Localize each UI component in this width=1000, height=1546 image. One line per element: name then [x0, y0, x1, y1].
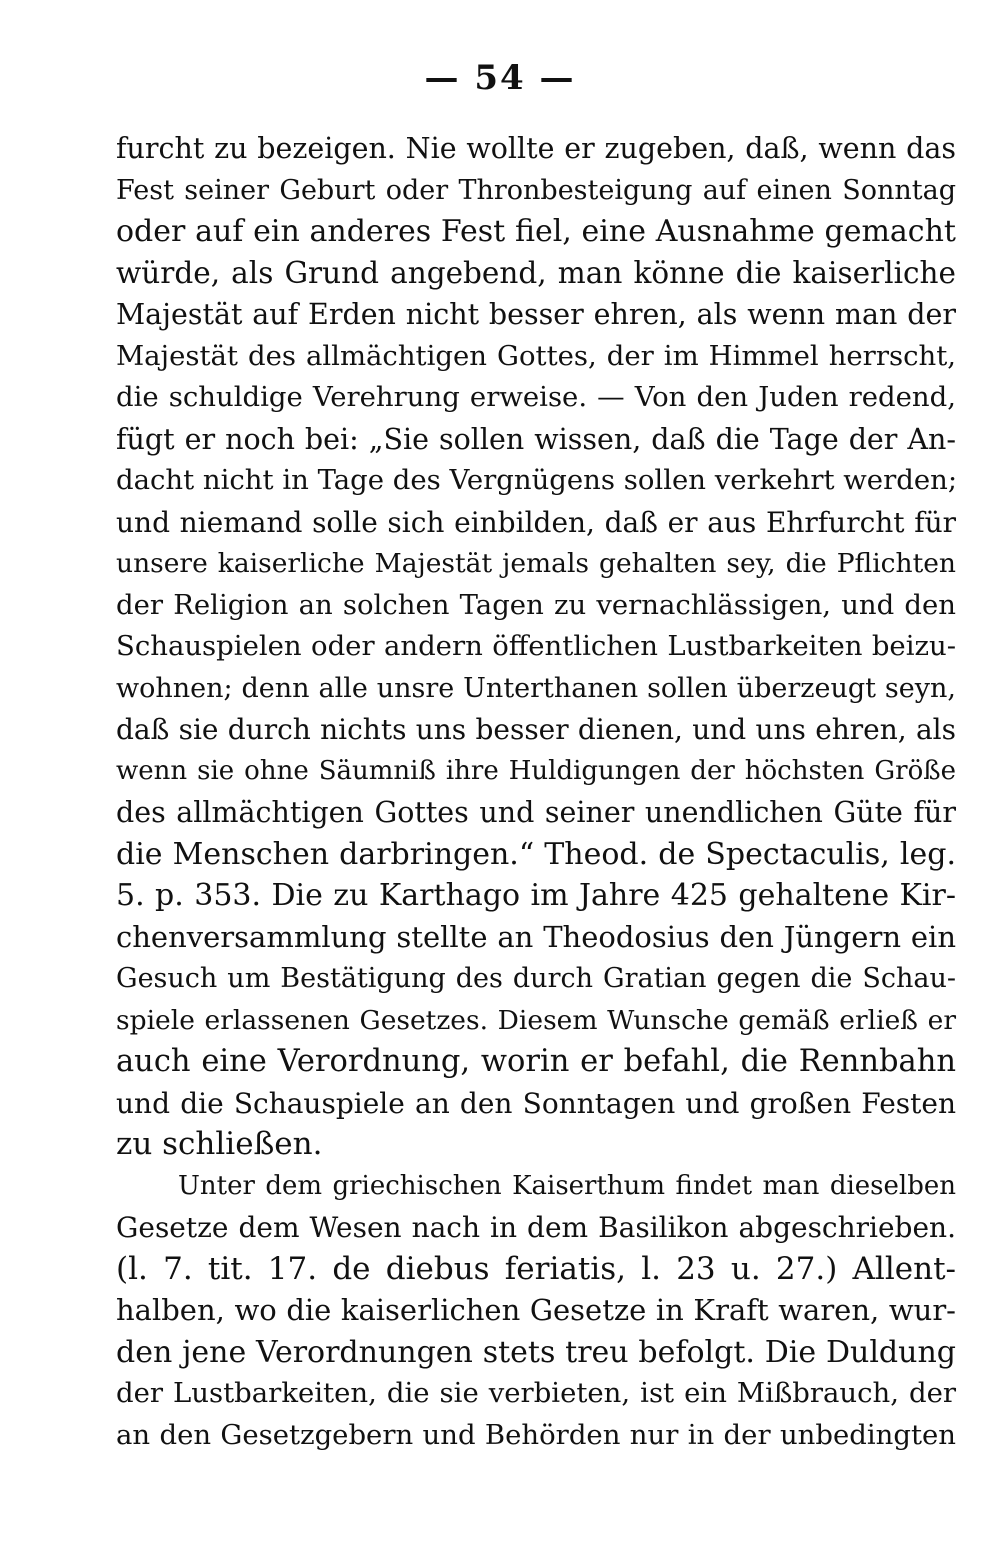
text-line: Schauspielen oder andern öffentlichen Lustbarkeiten beizu-	[116, 630, 956, 662]
text-line: die Menschen darbringen.“ Theod. de Spectaculis, leg.	[116, 836, 956, 872]
text-line: Unter dem griechischen Kaiserthum findet man dieselben	[178, 1170, 956, 1201]
text-line: dacht nicht in Tage des Vergnügens sollen verkehrt werden;	[116, 464, 958, 496]
page-number: — 54 —	[424, 58, 576, 98]
text-line: und die Schauspiele an den Sonntagen und großen Festen	[116, 1086, 956, 1120]
text-line: an den Gesetzgebern und Behörden nur in der unbedingten	[116, 1418, 956, 1451]
text-line: Gesuch um Bestätigung des durch Gratian gegen die Schau-	[116, 963, 956, 994]
text-line: der Religion an solchen Tagen zu vernachlässigen, und den	[116, 588, 956, 621]
text-line: der Lustbarkeiten, die sie verbieten, ist ein Mißbrauch, der	[116, 1377, 956, 1409]
text-line: spiele erlassenen Gesetzes. Diesem Wunsche gemäß erließ er	[116, 1004, 956, 1036]
text-line: Majestät des allmächtigen Gottes, der im Himmel herrscht,	[116, 339, 956, 372]
text-line: wohnen; denn alle unsre Unterthanen sollen überzeugt seyn,	[116, 672, 956, 704]
text-line: den jene Verordnungen stets treu befolgt. Die Duldung	[116, 1334, 956, 1370]
text-line: würde, als Grund angebend, man könne die kaiserliche	[116, 255, 956, 290]
text-line: Gesetze dem Wesen nach in dem Basilikon abgeschrieben.	[116, 1211, 956, 1244]
text-line: oder auf ein anderes Fest fiel, eine Ausnahme gemacht	[116, 214, 956, 249]
text-line: Fest seiner Geburt oder Thronbesteigung auf einen Sonntag	[116, 174, 956, 206]
text-line: halben, wo die kaiserlichen Gesetze in Kraft waren, wur-	[116, 1293, 956, 1327]
text-line: des allmächtigen Gottes und seiner unendlichen Güte für	[116, 796, 956, 829]
text-line: (l. 7. tit. 17. de diebus feriatis, l. 23 u. 27.) Allent-	[116, 1250, 956, 1287]
text-line: 5. p. 353. Die zu Karthago im Jahre 425 gehaltene Kir-	[116, 878, 956, 913]
text-line: Majestät auf Erden nicht besser ehren, als wenn man der	[116, 298, 956, 331]
body-text	[116, 128, 956, 1456]
text-line: auch eine Verordnung, worin er befahl, die Rennbahn	[116, 1044, 956, 1079]
text-line: wenn sie ohne Säumniß ihre Huldigungen der höchsten Größe	[116, 755, 956, 786]
text-line: fügt er noch bei: „Sie sollen wissen, daß die Tage der An-	[116, 422, 956, 456]
text-line: unsere kaiserliche Majestät jemals gehalten sey, die Pflichten	[116, 548, 956, 579]
text-line: zu schließen.	[116, 1126, 323, 1162]
text-line: die schuldige Verehrung erweise. — Von den Juden redend,	[116, 381, 956, 413]
text-line: chenversammlung stellte an Theodosius den Jüngern ein	[116, 919, 956, 954]
text-line: daß sie durch nichts uns besser dienen, und uns ehren, als	[116, 713, 956, 746]
text-line: und niemand solle sich einbilden, daß er aus Ehrfurcht für	[116, 505, 956, 539]
text-line: furcht zu bezeigen. Nie wollte er zugeben, daß, wenn das	[116, 132, 956, 165]
